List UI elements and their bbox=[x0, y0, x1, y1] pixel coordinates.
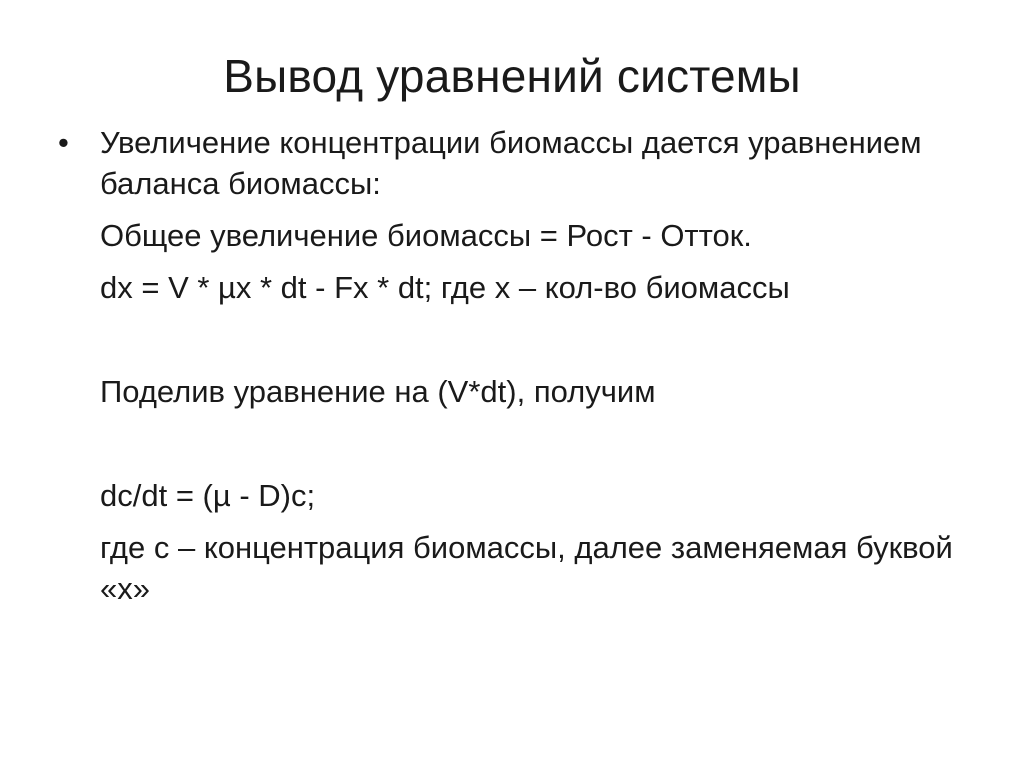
paragraph-concentration-definition: где с – концентрация биомассы, далее заменяемая буквой «х» bbox=[100, 530, 953, 606]
spacer bbox=[58, 308, 958, 360]
paragraph-concentration-equation: dc/dt = (µ - D)c; bbox=[100, 478, 316, 513]
paragraph-balance-equation: dx = V * µx * dt - Fx * dt; где x – кол-во биомассы bbox=[100, 270, 790, 305]
bullet-icon: • bbox=[58, 125, 69, 160]
paragraph-divide-note: Поделив уравнение на (V*dt), получим bbox=[100, 374, 656, 409]
slide-title: Вывод уравнений системы bbox=[223, 50, 801, 102]
slide-content bbox=[58, 122, 958, 609]
bullet-item bbox=[58, 122, 958, 204]
bullet-text: Увеличение концентрации биомассы дается уравнением баланса биомассы: bbox=[100, 125, 922, 201]
paragraph-total-growth: Общее увеличение биомассы = Рост - Отток. bbox=[100, 218, 752, 253]
spacer bbox=[58, 412, 958, 464]
